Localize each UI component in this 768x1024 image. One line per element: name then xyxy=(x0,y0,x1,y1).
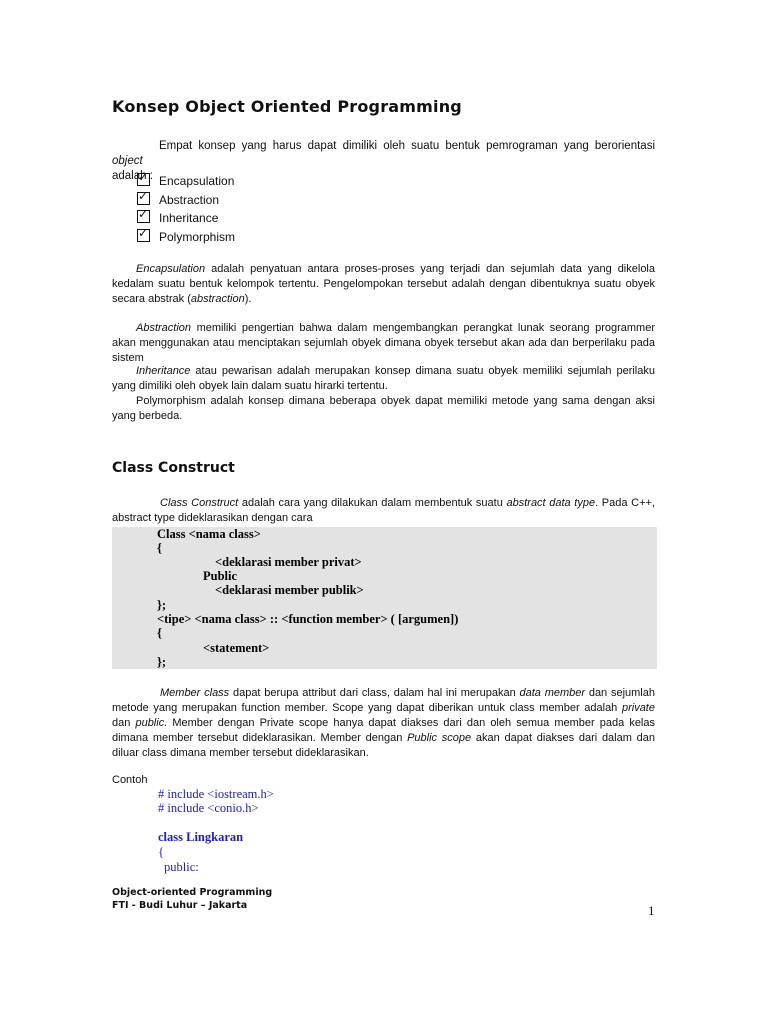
class-construct-paragraph xyxy=(112,496,655,526)
syntax-code-block xyxy=(112,527,657,669)
page-number: 1 xyxy=(648,903,655,918)
concept-item xyxy=(137,229,235,244)
term: Member class xyxy=(160,687,230,699)
code-line: { xyxy=(157,541,162,555)
paragraph-text: akan dapat diakses dari dalam dan diluar class dimana member tersebut dideklarasikan. xyxy=(112,732,656,759)
intro-text-2: adalah : xyxy=(112,170,153,182)
paragraph-text: Member dengan Private scope hanya dapat diakses dari dan oleh semua member pada kelas dimana member tersebut dideklarasikan. Member dengan xyxy=(112,717,655,744)
paragraph-text: Polymorphism adalah konsep dimana beberapa obyek dapat memiliki metode yang sama dengan aksi yang berbeda. xyxy=(112,395,655,422)
polymorphism-paragraph xyxy=(112,394,655,424)
example-label: Contoh xyxy=(112,774,148,786)
inheritance-paragraph xyxy=(112,364,655,394)
paragraph-text: memiliki pengertian bahwa dalam mengembangkan perangkat lunak seorang programmer akan menggunakan atau menciptakan sejumlah obyek dimana obyek tersebut akan ada dan berperilaku pada sistem xyxy=(112,322,655,364)
concept-label: Polymorphism xyxy=(159,230,236,244)
checkbox-icon xyxy=(137,210,150,223)
paragraph-text: dan xyxy=(112,717,136,729)
concept-label: Abstraction xyxy=(159,193,220,207)
concept-label: Inheritance xyxy=(159,211,219,225)
code-line: <deklarasi member publik> xyxy=(215,583,364,597)
code-line: Public xyxy=(203,569,238,583)
encapsulation-paragraph xyxy=(112,262,655,307)
member-class-paragraph xyxy=(112,686,655,761)
footer-institution: FTI - Budi Luhur – Jakarta xyxy=(112,900,248,911)
paragraph-text: adalah cara yang dilakukan dalam membentuk suatu xyxy=(238,497,507,509)
concept-item xyxy=(137,210,218,225)
footer-course: Object-oriented Programming xyxy=(112,887,273,898)
concept-item xyxy=(137,192,219,207)
term: Class Construct xyxy=(160,497,239,509)
concept-item xyxy=(137,173,234,188)
section-title: Class Construct xyxy=(112,460,235,476)
code-line: }; xyxy=(157,655,167,669)
code-line: <tipe> <nama class> :: <function member> ( [argumen]) xyxy=(157,612,459,626)
term: Encapsulation xyxy=(136,263,206,275)
example-code-line: # include <conio.h> xyxy=(158,801,259,815)
paragraph-text: . Pada C++, abstract type dideklarasikan dengan cara xyxy=(112,497,655,524)
concept-label: Encapsulation xyxy=(159,174,235,188)
checkbox-icon xyxy=(137,173,150,186)
paragraph-text: adalah penyatuan antara proses-proses yang terjadi dan sejumlah data yang dikelola kedalam suatu bentuk kelompok tertentu. Pengelompokan tersebut adalah dengan dibentuknya suatu obyek secara abstrak ( xyxy=(112,263,655,305)
term: abstraction xyxy=(190,293,245,305)
paragraph-text: ). xyxy=(244,293,252,305)
example-code-line: # include <iostream.h> xyxy=(158,787,274,801)
page-title: Konsep Object Oriented Programming xyxy=(112,97,462,116)
intro-em: object xyxy=(112,155,143,167)
code-line: { xyxy=(157,626,162,640)
term: Abstraction xyxy=(136,322,192,334)
abstraction-paragraph xyxy=(112,321,655,366)
intro-text: Empat konsep yang harus dapat dimiliki oleh suatu bentuk pemrograman yang berorientasi xyxy=(159,140,655,152)
term: data member xyxy=(519,687,586,699)
code-line: <statement> xyxy=(203,641,270,655)
code-line: <deklarasi member privat> xyxy=(215,555,362,569)
example-code-line: class Lingkaran xyxy=(158,830,244,844)
paragraph-text: dan sejumlah metode yang merupakan function member. Scope yang dapat diberikan untuk class member adalah xyxy=(112,687,655,714)
code-line: }; xyxy=(157,598,167,612)
term: Inheritance xyxy=(136,365,191,377)
code-line: Class <nama class> xyxy=(157,527,261,541)
term: private xyxy=(621,702,655,714)
term: abstract data type xyxy=(506,497,596,509)
term: Public scope xyxy=(407,732,472,744)
example-code-line: public: xyxy=(164,860,199,874)
paragraph-text: atau pewarisan adalah merupakan konsep dimana suatu obyek memiliki sejumlah perilaku yang dimiliki oleh obyek lain dalam suatu hirarki tertentu. xyxy=(112,365,655,392)
checkbox-icon xyxy=(137,229,150,242)
term: public. xyxy=(135,717,168,729)
paragraph-text: dapat berupa attribut dari class, dalam hal ini merupakan xyxy=(229,687,520,699)
checkbox-icon xyxy=(137,192,150,205)
example-code-line: { xyxy=(158,845,164,859)
